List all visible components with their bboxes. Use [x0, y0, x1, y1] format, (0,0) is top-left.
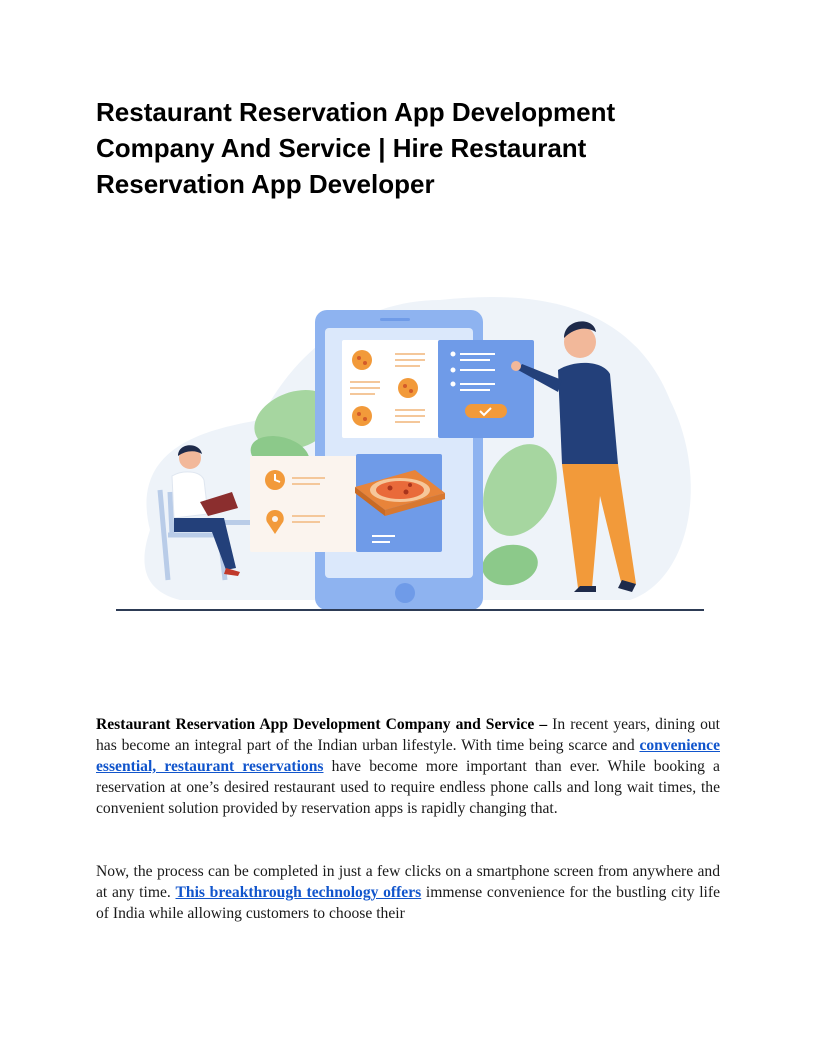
breakthrough-link[interactable]: This breakthrough technology offers	[175, 884, 422, 901]
phone-speaker	[380, 318, 410, 321]
paragraph-1	[96, 714, 720, 819]
info-card	[250, 456, 360, 552]
clock-icon	[265, 470, 285, 490]
paragraph-text: immense convenience for the bustling city life of India while allowing customers to choose their	[96, 884, 720, 922]
phone-home-button	[395, 583, 415, 603]
restaurant-reservation-illustration	[110, 280, 710, 620]
paragraph-text: have become more important than ever. While booking a reservation at one’s desired restaurant used to require endless phone calls and long wait times, the convenient solution provided by reservation apps is rapidly changing that.	[96, 758, 720, 817]
paragraph-2	[96, 861, 720, 924]
paragraph-text: In recent years, dining out has become an integral part of the Indian urban lifestyle. With time being scarce and	[96, 716, 720, 754]
paragraph-text: Now, the process can be completed in just a few clicks on a smartphone screen from anywhere and at any time.	[96, 863, 720, 901]
confirm-button	[465, 404, 507, 418]
paragraph-lead: Restaurant Reservation App Development Company and Service –	[96, 716, 548, 733]
page-title: Restaurant Reservation App Development Company And Service | Hire Restaurant Reservation App Developer	[96, 97, 616, 199]
convenience-link[interactable]: convenience essential, restaurant reservations	[96, 737, 720, 775]
